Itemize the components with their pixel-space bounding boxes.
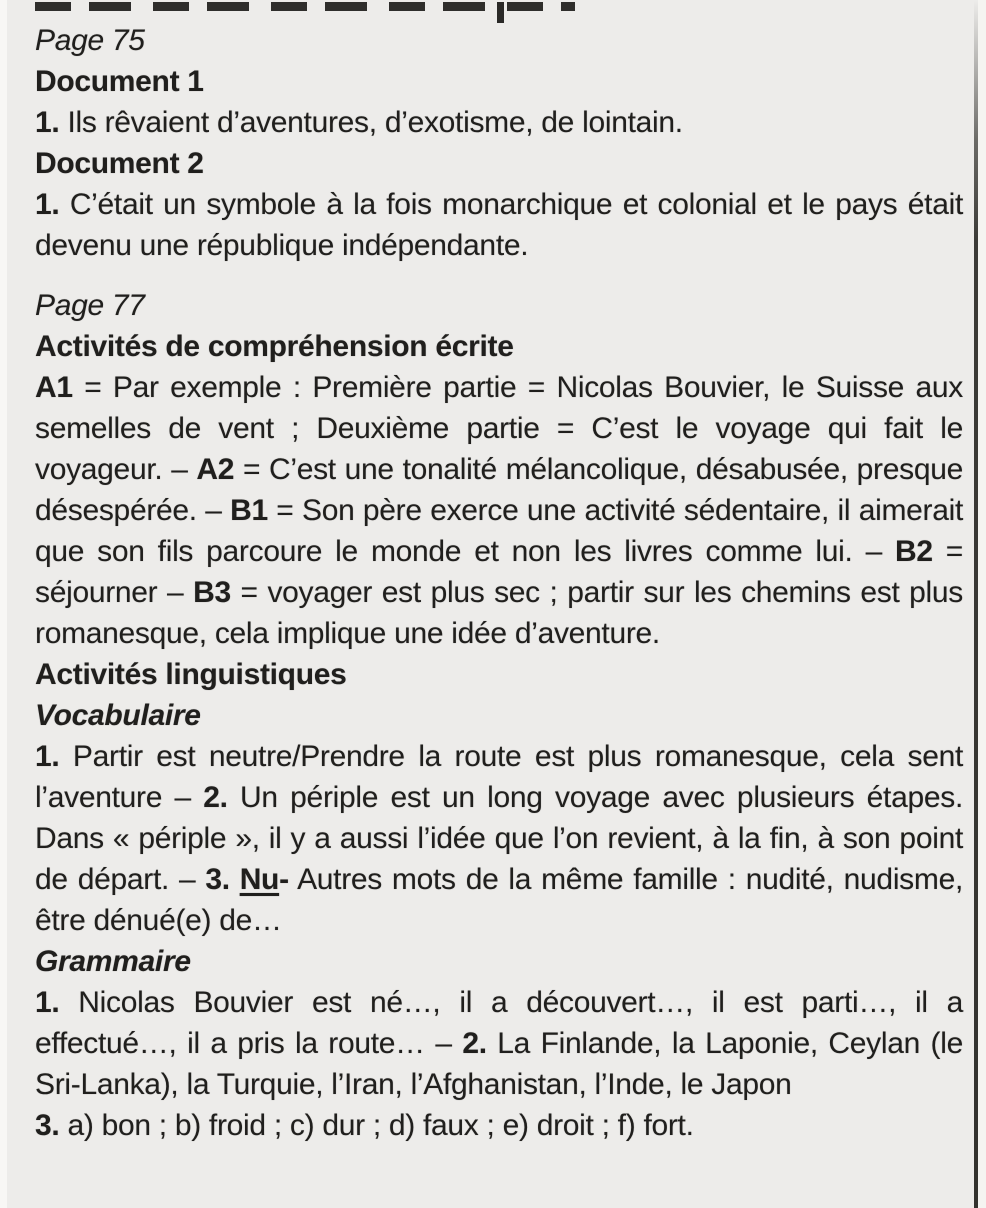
bold-answer-label: 3. — [205, 863, 230, 896]
answer-text-run: a) bon ; b) froid ; c) dur ; d) faux ; e) droit ; f) fort. — [59, 1109, 694, 1142]
left-page-margin — [0, 0, 7, 1208]
bold-answer-label: 1. — [35, 188, 60, 221]
section-heading: Activités linguistiques — [35, 658, 347, 691]
right-page-margin — [978, 0, 986, 1208]
answer-text-run: = Son père exerce une activité sédentaire, il aimerait que son fils parcoure le monde et non les livres comme lui. – — [35, 494, 963, 568]
answer-text-run: = séjourner – — [35, 535, 963, 609]
bold-answer-label: 3. — [35, 1109, 60, 1142]
bold-answer-label: 1. — [35, 986, 60, 1019]
page-reference: Page 75 — [35, 24, 145, 57]
bold-answer-label: A1 — [35, 371, 73, 404]
body-paragraph — [35, 184, 963, 266]
answer-text-run: C’était un symbole à la fois monarchique et colonial et le pays était devenu une république indépendante. — [35, 188, 963, 262]
bold-answer-label: B1 — [230, 494, 268, 527]
clipped-text-descender — [497, 2, 504, 23]
section-heading: Document 2 — [35, 147, 204, 180]
bold-answer-label: 2. — [462, 1027, 487, 1060]
document-page-content — [35, 0, 963, 1146]
bold-answer-label: 1. — [35, 106, 60, 139]
bold-answer-label: A2 — [196, 453, 235, 486]
clipped-top-text-fragment — [35, 2, 575, 11]
bold-answer-label: B3 — [193, 576, 231, 609]
bold-answer-label: B2 — [895, 535, 933, 568]
body-paragraph — [35, 367, 963, 654]
answer-text-run: La Finlande, la Laponie, Ceylan (le Sri-Lanka), la Turquie, l’Iran, l’Afghanistan, l’Inde, le Japon — [35, 1027, 963, 1101]
answer-text-run: Ils rêvaient d’aventures, d’exotisme, de lointain. — [59, 106, 683, 139]
bold-answer-label: - — [279, 863, 289, 896]
bold-answer-label: 1. — [35, 740, 60, 773]
answer-text-run: Autres mots de la même famille : nudité, nudisme, être dénué(e) de… — [35, 863, 963, 937]
answer-text-run: Nicolas Bouvier est né…, il a découvert…, il est parti…, il a effectué…, il a pris la route… – — [35, 986, 963, 1060]
section-heading: Grammaire — [35, 945, 191, 978]
answer-text-run: = voyager est plus sec ; partir sur les chemins est plus romanesque, cela implique une idée d’aventure. — [35, 576, 963, 650]
answer-text-run: = C’est une tonalité mélancolique, désabusée, presque désespérée. – — [35, 453, 963, 527]
page-reference: Page 77 — [35, 289, 145, 322]
section-heading: Vocabulaire — [35, 699, 201, 732]
answer-text-run: Partir est neutre/Prendre la route est plus romanesque, cela sent l’aventure – — [35, 740, 963, 814]
answer-text-run: = Par exemple : Première partie = Nicolas Bouvier, le Suisse aux semelles de vent ; Deuxième partie = C’est le voyage qui fait le voyageur. – — [35, 371, 963, 486]
section-heading: Document 1 — [35, 65, 204, 98]
answer-text-run — [230, 863, 240, 896]
body-paragraph — [35, 102, 963, 143]
body-paragraph — [35, 736, 963, 941]
answer-text-run: Un périple est un long voyage avec plusieurs étapes. Dans « périple », il y a aussi l’idée que l’on revient, à la fin, à son point de départ. – — [35, 781, 963, 896]
bold-answer-label: Nu — [239, 863, 280, 896]
body-paragraph — [35, 982, 963, 1146]
section-heading: Activités de compréhension écrite — [35, 330, 514, 363]
bold-answer-label: 2. — [203, 781, 228, 814]
